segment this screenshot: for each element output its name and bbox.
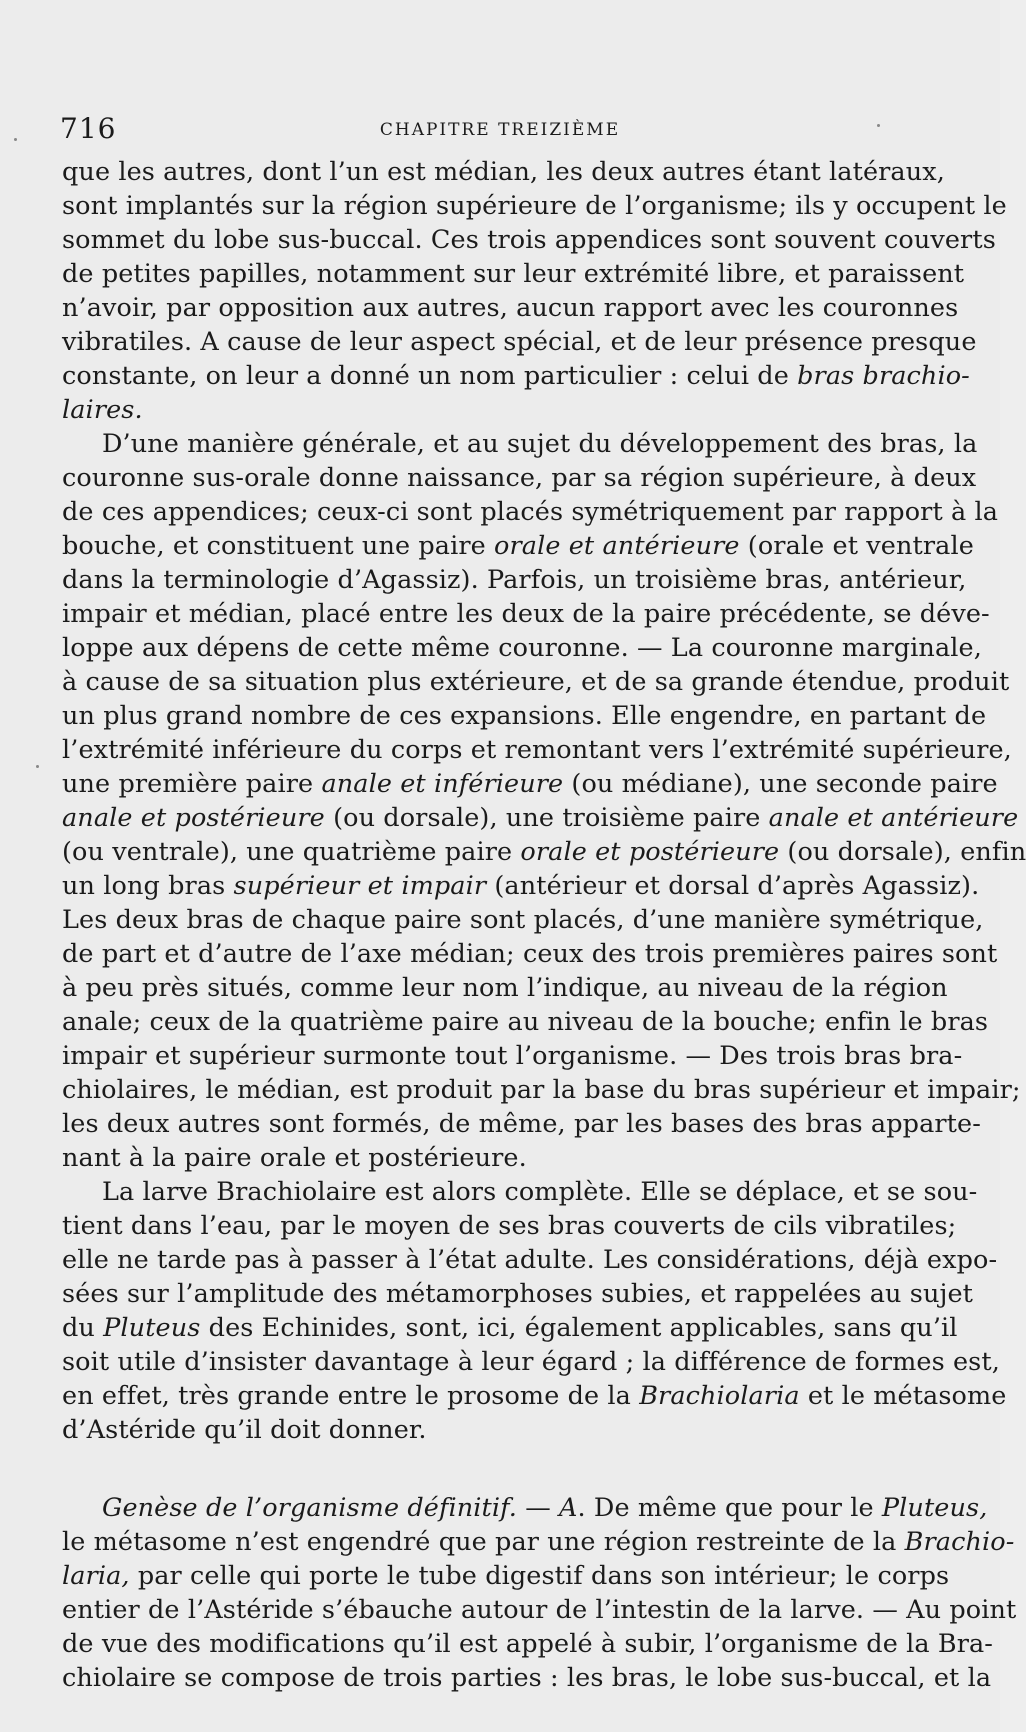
text-segment: par celle qui porte le tube digestif dans son intérieur; le corps xyxy=(129,1561,950,1591)
text-line xyxy=(62,1345,1000,1379)
text-line xyxy=(62,1593,1017,1627)
text-line xyxy=(62,189,1007,223)
italic-text: anale et inférieure xyxy=(321,769,564,799)
text-line xyxy=(62,971,948,1005)
italic-text: anale et antérieure xyxy=(768,803,1019,833)
text-segment: de vue des modifications qu’il est appelé à subir, l’organisme de la Bra- xyxy=(62,1629,994,1659)
text-segment: nant à la paire orale et postérieure. xyxy=(62,1143,527,1173)
text-segment: sées sur l’amplitude des métamorphoses subies, et rappelées au sujet xyxy=(62,1279,974,1309)
italic-text: A xyxy=(559,1493,578,1523)
text-segment: (orale et ventrale xyxy=(739,531,974,561)
text-line xyxy=(62,699,987,733)
text-segment: d’Astéride qu’il doit donner. xyxy=(62,1415,427,1445)
running-title: CHAPITRE TREIZIÈME xyxy=(379,120,621,140)
italic-text: Genèse de l’organisme définitif. xyxy=(102,1493,517,1523)
text-segment: sommet du lobe sus-buccal. Ces trois appendices sont souvent couverts xyxy=(62,225,996,255)
text-line xyxy=(62,1209,957,1243)
text-segment: impair et supérieur surmonte tout l’organisme. — Des trois bras bra- xyxy=(62,1041,963,1071)
text-segment: en effet, très grande entre le prosome de la xyxy=(62,1381,640,1411)
text-segment: elle ne tarde pas à passer à l’état adulte. Les considérations, déjà expo- xyxy=(62,1245,998,1275)
italic-text: orale et postérieure xyxy=(520,837,780,867)
text-segment: une première paire xyxy=(62,769,322,799)
text-segment: de part et d’autre de l’axe médian; ceux des trois premières paires sont xyxy=(62,939,998,969)
body-text xyxy=(62,155,1026,1695)
text-line xyxy=(62,461,977,495)
text-line xyxy=(62,495,999,529)
text-segment: (ou dorsale), enfin xyxy=(779,837,1026,867)
text-segment: que les autres, dont l’un est médian, les deux autres étant latéraux, xyxy=(62,157,945,187)
text-segment: . De même que pour le xyxy=(577,1493,882,1523)
text-segment: dans la terminologie d’Agassiz). Parfois, un troisième bras, antérieur, xyxy=(62,565,967,595)
text-segment: chiolaire se compose de trois parties : les bras, le lobe sus-buccal, et la xyxy=(62,1663,992,1693)
text-line xyxy=(62,631,982,665)
page-number: 716 xyxy=(60,112,117,145)
text-segment: le métasome n’est engendré que par une région restreinte de la xyxy=(62,1527,905,1557)
text-line xyxy=(62,597,990,631)
italic-text: bras brachio- xyxy=(797,361,970,391)
italic-text: laires. xyxy=(62,395,143,425)
text-segment: Les deux bras de chaque paire sont placés, d’une manière symétrique, xyxy=(62,905,984,935)
text-line xyxy=(62,1559,950,1593)
text-segment: loppe aux dépens de cette même couronne. — La couronne marginale, xyxy=(62,633,982,663)
text-segment: La larve Brachiolaire est alors complète. Elle se déplace, et se sou- xyxy=(102,1177,978,1207)
italic-text: Pluteus xyxy=(103,1313,201,1343)
text-line xyxy=(62,1175,978,1209)
text-line xyxy=(62,1491,988,1525)
text-segment: sont implantés sur la région supérieure de l’organisme; ils y occupent le xyxy=(62,191,1007,221)
text-segment: bouche, et constituent une paire xyxy=(62,531,495,561)
text-line xyxy=(62,835,1026,869)
text-segment: (antérieur et dorsal d’après Agassiz). xyxy=(486,871,980,901)
text-line xyxy=(62,257,965,291)
text-segment: (ou médiane), une seconde paire xyxy=(563,769,998,799)
text-line xyxy=(62,801,1019,835)
text-line xyxy=(62,155,945,189)
text-line xyxy=(62,937,998,971)
text-line xyxy=(62,291,959,325)
text-segment: (ou ventrale), une quatrième paire xyxy=(62,837,521,867)
italic-text: supérieur et impair xyxy=(233,871,487,901)
text-line xyxy=(62,1413,934,1447)
text-line xyxy=(62,1039,963,1073)
text-segment: chiolaires, le médian, est produit par la base du bras supérieur et impair; xyxy=(62,1075,1021,1105)
italic-text: orale et antérieure xyxy=(494,531,740,561)
text-segment: entier de l’Astéride s’ébauche autour de l’intestin de la larve. — Au point xyxy=(62,1595,1017,1625)
text-segment: à cause de sa situation plus extérieure, et de sa grande étendue, produit xyxy=(62,667,1010,697)
text-line xyxy=(62,767,998,801)
text-segment: D’une manière générale, et au sujet du développement des bras, la xyxy=(102,429,978,459)
text-line xyxy=(62,325,977,359)
text-line xyxy=(62,1243,998,1277)
text-line xyxy=(62,1141,934,1175)
text-segment: (ou dorsale), une troisième paire xyxy=(324,803,769,833)
text-line xyxy=(62,1277,974,1311)
italic-text: Pluteus, xyxy=(881,1493,988,1523)
text-segment: et le métasome xyxy=(799,1381,1007,1411)
text-line xyxy=(62,1627,994,1661)
text-line xyxy=(62,427,978,461)
paragraph-gap xyxy=(62,1447,934,1491)
print-speck xyxy=(36,765,39,768)
text-segment: couronne sus-orale donne naissance, par sa région supérieure, à deux xyxy=(62,463,977,493)
text-segment: des Echinides, sont, ici, également applicables, sans qu’il xyxy=(200,1313,958,1343)
text-line xyxy=(62,359,970,393)
text-line xyxy=(62,529,974,563)
text-segment: tient dans l’eau, par le moyen de ses bras couverts de cils vibratiles; xyxy=(62,1211,957,1241)
text-segment: vibratiles. A cause de leur aspect spécial, et de leur présence presque xyxy=(62,327,977,357)
text-segment: de petites papilles, notamment sur leur extrémité libre, et paraissent xyxy=(62,259,965,289)
text-segment: un plus grand nombre de ces expansions. Elle engendre, en partant de xyxy=(62,701,987,731)
text-line xyxy=(62,1005,989,1039)
italic-text: laria, xyxy=(62,1561,130,1591)
text-segment: du xyxy=(62,1313,104,1343)
text-line xyxy=(62,733,1012,767)
text-segment: les deux autres sont formés, de même, par les bases des bras apparte- xyxy=(62,1109,981,1139)
text-line xyxy=(62,1661,992,1695)
page-header xyxy=(60,112,940,152)
text-segment: constante, on leur a donné un nom particulier : celui de xyxy=(62,361,798,391)
text-line xyxy=(62,393,934,427)
text-segment: n’avoir, par opposition aux autres, aucun rapport avec les couronnes xyxy=(62,293,959,323)
italic-text: Brachio- xyxy=(904,1527,1015,1557)
print-speck xyxy=(14,138,17,141)
text-line xyxy=(62,869,980,903)
text-segment: anale; ceux de la quatrième paire au niveau de la bouche; enfin le bras xyxy=(62,1007,989,1037)
text-line xyxy=(62,665,1010,699)
text-segment: à peu près situés, comme leur nom l’indique, au niveau de la région xyxy=(62,973,948,1003)
text-segment: soit utile d’insister davantage à leur égard ; la différence de formes est, xyxy=(62,1347,1000,1377)
text-line xyxy=(62,1525,1015,1559)
italic-text: Brachiolaria xyxy=(639,1381,800,1411)
text-segment: un long bras xyxy=(62,871,234,901)
text-line xyxy=(62,903,984,937)
text-segment: — xyxy=(516,1493,559,1523)
text-line xyxy=(62,563,967,597)
text-line xyxy=(62,1379,1007,1413)
text-line xyxy=(62,223,996,257)
text-line xyxy=(62,1107,981,1141)
text-segment: de ces appendices; ceux-ci sont placés symétriquement par rapport à la xyxy=(62,497,999,527)
text-line xyxy=(62,1073,1021,1107)
italic-text: anale et postérieure xyxy=(62,803,325,833)
text-line xyxy=(62,1311,958,1345)
text-segment: l’extrémité inférieure du corps et remontant vers l’extrémité supérieure, xyxy=(62,735,1012,765)
text-segment: impair et médian, placé entre les deux de la paire précédente, se déve- xyxy=(62,599,990,629)
